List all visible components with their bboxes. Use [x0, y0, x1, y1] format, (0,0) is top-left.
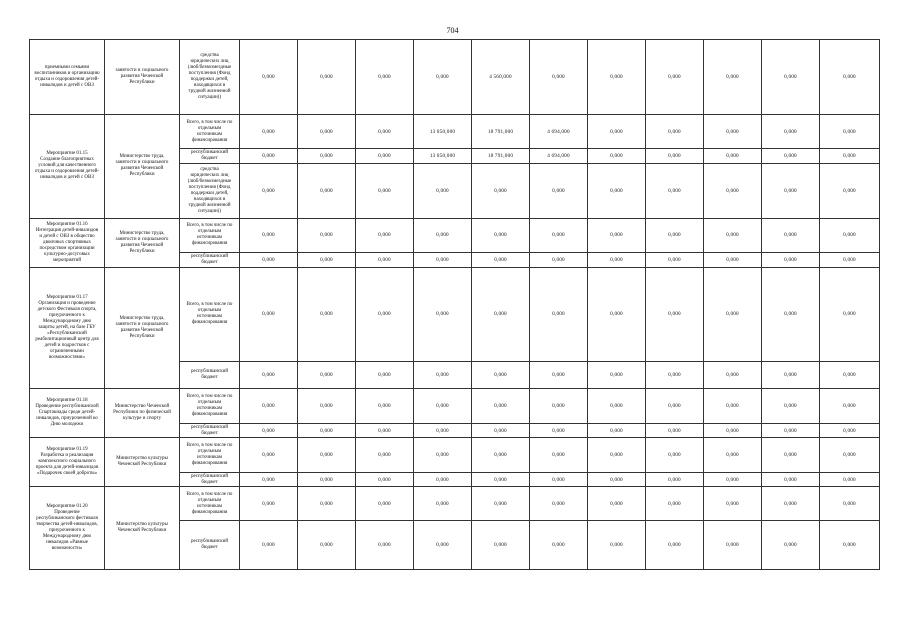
amount-cell: 0,000	[762, 267, 820, 362]
amount-cell: 0,000	[762, 520, 820, 569]
table-row	[30, 40, 880, 115]
amount-cell: 0,000	[298, 149, 356, 164]
funding-source-cell: республиканский бюджет	[180, 362, 240, 389]
event-cell: Мероприятие 01.19 Разработка и реализация комплексного социального проекта для детей-инвалидов «Подарочек своей доброты»	[30, 438, 105, 487]
amount-cell: 0,000	[762, 253, 820, 268]
amount-cell: 0,000	[704, 218, 762, 253]
funding-source-cell: Всего, в том числе по отдельным источникам финансирования	[180, 114, 240, 149]
amount-cell: 0,000	[820, 149, 880, 164]
amount-cell: 0,000	[414, 40, 472, 115]
amount-cell: 18 791,000	[472, 114, 530, 149]
amount-cell: 0,000	[646, 389, 704, 424]
amount-cell: 0,000	[414, 389, 472, 424]
amount-cell: 0,000	[646, 218, 704, 253]
amount-cell: 0,000	[762, 389, 820, 424]
event-cell: приемными семьями воспитанников и организацию отдыха и оздоровления детей- инвалидов и детей с ОВЗ	[30, 40, 105, 115]
page-number: 704	[446, 26, 459, 35]
amount-cell: 0,000	[820, 520, 880, 569]
amount-cell: 0,000	[472, 163, 530, 218]
funding-source-cell: средства юридических лиц (люб/безвозмездные поступления (Фонд поддержки детей, находящихся в трудной жизненной ситуации))	[180, 40, 240, 115]
amount-cell: 0,000	[240, 520, 298, 569]
amount-cell: 0,000	[588, 114, 646, 149]
amount-cell: 13 850,000	[414, 114, 472, 149]
amount-cell: 0,000	[646, 40, 704, 115]
amount-cell: 0,000	[356, 362, 414, 389]
amount-cell: 0,000	[298, 472, 356, 487]
amount-cell: 0,000	[240, 487, 298, 520]
amount-cell: 0,000	[414, 163, 472, 218]
amount-cell: 0,000	[820, 40, 880, 115]
organization-cell: Министерство культуры Чеченской Республики	[105, 487, 180, 570]
amount-cell: 0,000	[298, 438, 356, 473]
amount-cell: 0,000	[762, 423, 820, 438]
amount-cell: 4 560,000	[472, 40, 530, 115]
amount-cell: 0,000	[762, 218, 820, 253]
amount-cell: 0,000	[356, 149, 414, 164]
amount-cell: 0,000	[762, 487, 820, 520]
amount-cell: 0,000	[704, 163, 762, 218]
amount-cell: 0,000	[588, 389, 646, 424]
amount-cell: 0,000	[240, 149, 298, 164]
amount-cell: 0,000	[530, 423, 588, 438]
amount-cell: 0,000	[588, 423, 646, 438]
table-row	[30, 487, 880, 520]
amount-cell: 0,000	[240, 267, 298, 362]
organization-cell: Министерство культуры Чеченской Республики	[105, 438, 180, 487]
amount-cell: 0,000	[356, 40, 414, 115]
funding-source-cell: республиканский бюджет	[180, 423, 240, 438]
amount-cell: 0,000	[298, 218, 356, 253]
amount-cell: 0,000	[472, 487, 530, 520]
amount-cell: 0,000	[762, 114, 820, 149]
funding-source-cell: Всего, в том числе по отдельным источникам финансирования	[180, 267, 240, 362]
amount-cell: 0,000	[820, 362, 880, 389]
amount-cell: 0,000	[240, 253, 298, 268]
amount-cell: 0,000	[298, 253, 356, 268]
amount-cell: 0,000	[646, 487, 704, 520]
amount-cell: 0,000	[240, 362, 298, 389]
funding-source-cell: Всего, в том числе по отдельным источникам финансирования	[180, 218, 240, 253]
amount-cell: 0,000	[240, 114, 298, 149]
amount-cell: 0,000	[298, 389, 356, 424]
amount-cell: 4 694,000	[530, 114, 588, 149]
amount-cell: 0,000	[414, 253, 472, 268]
amount-cell: 0,000	[356, 218, 414, 253]
amount-cell: 13 850,000	[414, 149, 472, 164]
amount-cell: 0,000	[298, 163, 356, 218]
amount-cell: 0,000	[472, 438, 530, 473]
amount-cell: 0,000	[530, 389, 588, 424]
organization-cell: Министерство Чеченской Республики по физической культуре и спорту	[105, 389, 180, 438]
funding-source-cell: Всего, в том числе по отдельным источникам финансирования	[180, 438, 240, 473]
funding-source-cell: республиканский бюджет	[180, 149, 240, 164]
amount-cell: 0,000	[646, 267, 704, 362]
amount-cell: 0,000	[414, 423, 472, 438]
amount-cell: 0,000	[704, 423, 762, 438]
amount-cell: 0,000	[414, 267, 472, 362]
table-row	[30, 218, 880, 253]
amount-cell: 0,000	[588, 487, 646, 520]
amount-cell: 0,000	[414, 472, 472, 487]
amount-cell: 0,000	[588, 520, 646, 569]
amount-cell: 0,000	[762, 472, 820, 487]
amount-cell: 0,000	[762, 438, 820, 473]
amount-cell: 0,000	[588, 253, 646, 268]
table-row	[30, 114, 880, 149]
event-cell: Мероприятие 01.18 Проведение республиканской Спартакиады среди детей- инвалидов, приуроченной ко Дню молодежи	[30, 389, 105, 438]
organization-cell: Министерство труда, занятости и социального развития Чеченской Республики	[105, 267, 180, 389]
amount-cell: 4 694,000	[530, 149, 588, 164]
amount-cell: 0,000	[762, 163, 820, 218]
amount-cell: 0,000	[646, 520, 704, 569]
amount-cell: 0,000	[820, 472, 880, 487]
amount-cell: 0,000	[298, 520, 356, 569]
amount-cell: 0,000	[820, 423, 880, 438]
amount-cell: 0,000	[704, 253, 762, 268]
amount-cell: 0,000	[530, 40, 588, 115]
amount-cell: 0,000	[356, 472, 414, 487]
amount-cell: 0,000	[646, 253, 704, 268]
amount-cell: 0,000	[704, 487, 762, 520]
funding-source-cell: средства юридических лиц (люб/безвозмездные поступления (Фонд поддержки детей, находящихся в трудной жизненной ситуации))	[180, 163, 240, 218]
amount-cell: 0,000	[646, 472, 704, 487]
amount-cell: 0,000	[472, 267, 530, 362]
amount-cell: 0,000	[414, 438, 472, 473]
organization-cell: Министерство труда, занятости и социального развития Чеченской Республики	[105, 218, 180, 267]
amount-cell: 0,000	[530, 487, 588, 520]
amount-cell: 0,000	[530, 163, 588, 218]
amount-cell: 0,000	[588, 149, 646, 164]
amount-cell: 0,000	[356, 163, 414, 218]
amount-cell: 0,000	[414, 362, 472, 389]
amount-cell: 18 791,000	[472, 149, 530, 164]
amount-cell: 0,000	[472, 253, 530, 268]
amount-cell: 0,000	[472, 362, 530, 389]
amount-cell: 0,000	[240, 438, 298, 473]
amount-cell: 0,000	[298, 423, 356, 438]
amount-cell: 0,000	[530, 218, 588, 253]
amount-cell: 0,000	[356, 423, 414, 438]
amount-cell: 0,000	[530, 253, 588, 268]
amount-cell: 0,000	[298, 114, 356, 149]
amount-cell: 0,000	[762, 149, 820, 164]
amount-cell: 0,000	[820, 253, 880, 268]
amount-cell: 0,000	[704, 362, 762, 389]
amount-cell: 0,000	[820, 114, 880, 149]
amount-cell: 0,000	[588, 218, 646, 253]
table-row	[30, 389, 880, 424]
amount-cell: 0,000	[356, 438, 414, 473]
amount-cell: 0,000	[298, 487, 356, 520]
amount-cell: 0,000	[530, 438, 588, 473]
amount-cell: 0,000	[704, 149, 762, 164]
amount-cell: 0,000	[240, 40, 298, 115]
funding-source-cell: республиканский бюджет	[180, 472, 240, 487]
event-cell: Мероприятие 01.16 Интеграция детей-инвалидов и детей с ОВЗ в общество двоичных спортивных посредством организации культурно-досуговых мероприятий	[30, 218, 105, 267]
amount-cell: 0,000	[472, 423, 530, 438]
amount-cell: 0,000	[588, 40, 646, 115]
amount-cell: 0,000	[588, 163, 646, 218]
funding-source-cell: Всего, в том числе по отдельным источникам финансирования	[180, 487, 240, 520]
amount-cell: 0,000	[356, 253, 414, 268]
amount-cell: 0,000	[820, 487, 880, 520]
amount-cell: 0,000	[704, 438, 762, 473]
amount-cell: 0,000	[820, 438, 880, 473]
organization-cell: занятости и социального развития Чеченской Республики	[105, 40, 180, 115]
amount-cell: 0,000	[414, 487, 472, 520]
amount-cell: 0,000	[704, 389, 762, 424]
amount-cell: 0,000	[588, 472, 646, 487]
amount-cell: 0,000	[820, 389, 880, 424]
amount-cell: 0,000	[530, 520, 588, 569]
amount-cell: 0,000	[530, 267, 588, 362]
amount-cell: 0,000	[530, 362, 588, 389]
amount-cell: 0,000	[704, 114, 762, 149]
amount-cell: 0,000	[414, 218, 472, 253]
funding-source-cell: республиканский бюджет	[180, 253, 240, 268]
amount-cell: 0,000	[704, 472, 762, 487]
amount-cell: 0,000	[356, 487, 414, 520]
amount-cell: 0,000	[356, 114, 414, 149]
amount-cell: 0,000	[820, 218, 880, 253]
amount-cell: 0,000	[646, 163, 704, 218]
amount-cell: 0,000	[240, 423, 298, 438]
funding-source-cell: республиканский бюджет	[180, 520, 240, 569]
table-row	[30, 438, 880, 473]
organization-cell: Министерство труда, занятости и социального развития Чеченской Республики	[105, 114, 180, 218]
event-cell: Мероприятие 01.20 Проведение республиканского фестиваля творчества детей-инвалидов, приуроченного к Международному дню инвалидов «Равные возможности»	[30, 487, 105, 570]
amount-cell: 0,000	[588, 267, 646, 362]
amount-cell: 0,000	[762, 40, 820, 115]
amount-cell: 0,000	[356, 267, 414, 362]
funding-table	[29, 39, 880, 570]
amount-cell: 0,000	[820, 267, 880, 362]
amount-cell: 0,000	[472, 389, 530, 424]
amount-cell: 0,000	[762, 362, 820, 389]
amount-cell: 0,000	[298, 40, 356, 115]
amount-cell: 0,000	[588, 362, 646, 389]
funding-source-cell: Всего, в том числе по отдельным источникам финансирования	[180, 389, 240, 424]
amount-cell: 0,000	[356, 389, 414, 424]
amount-cell: 0,000	[646, 149, 704, 164]
amount-cell: 0,000	[646, 438, 704, 473]
event-cell: Мероприятие 01.15 Создание благоприятных условий для качественного отдыха и оздоровления детей- инвалидов и детей с ОВЗ	[30, 114, 105, 218]
amount-cell: 0,000	[646, 423, 704, 438]
event-cell: Мероприятие 01.17 Организация и проведение детского Фестиваля спорта, приуроченного к Международному дню защиты детей, на базе ГБУ «Республиканский реабилитационный центр для детей и подростков с ограниченными возможностями»	[30, 267, 105, 389]
amount-cell: 0,000	[704, 40, 762, 115]
amount-cell: 0,000	[298, 362, 356, 389]
amount-cell: 0,000	[472, 520, 530, 569]
amount-cell: 0,000	[240, 472, 298, 487]
amount-cell: 0,000	[356, 520, 414, 569]
amount-cell: 0,000	[704, 267, 762, 362]
amount-cell: 0,000	[530, 472, 588, 487]
amount-cell: 0,000	[298, 267, 356, 362]
table-row	[30, 267, 880, 362]
amount-cell: 0,000	[414, 520, 472, 569]
amount-cell: 0,000	[646, 362, 704, 389]
amount-cell: 0,000	[240, 163, 298, 218]
amount-cell: 0,000	[704, 520, 762, 569]
amount-cell: 0,000	[472, 218, 530, 253]
amount-cell: 0,000	[646, 114, 704, 149]
amount-cell: 0,000	[820, 163, 880, 218]
amount-cell: 0,000	[588, 438, 646, 473]
amount-cell: 0,000	[240, 218, 298, 253]
amount-cell: 0,000	[472, 472, 530, 487]
amount-cell: 0,000	[240, 389, 298, 424]
